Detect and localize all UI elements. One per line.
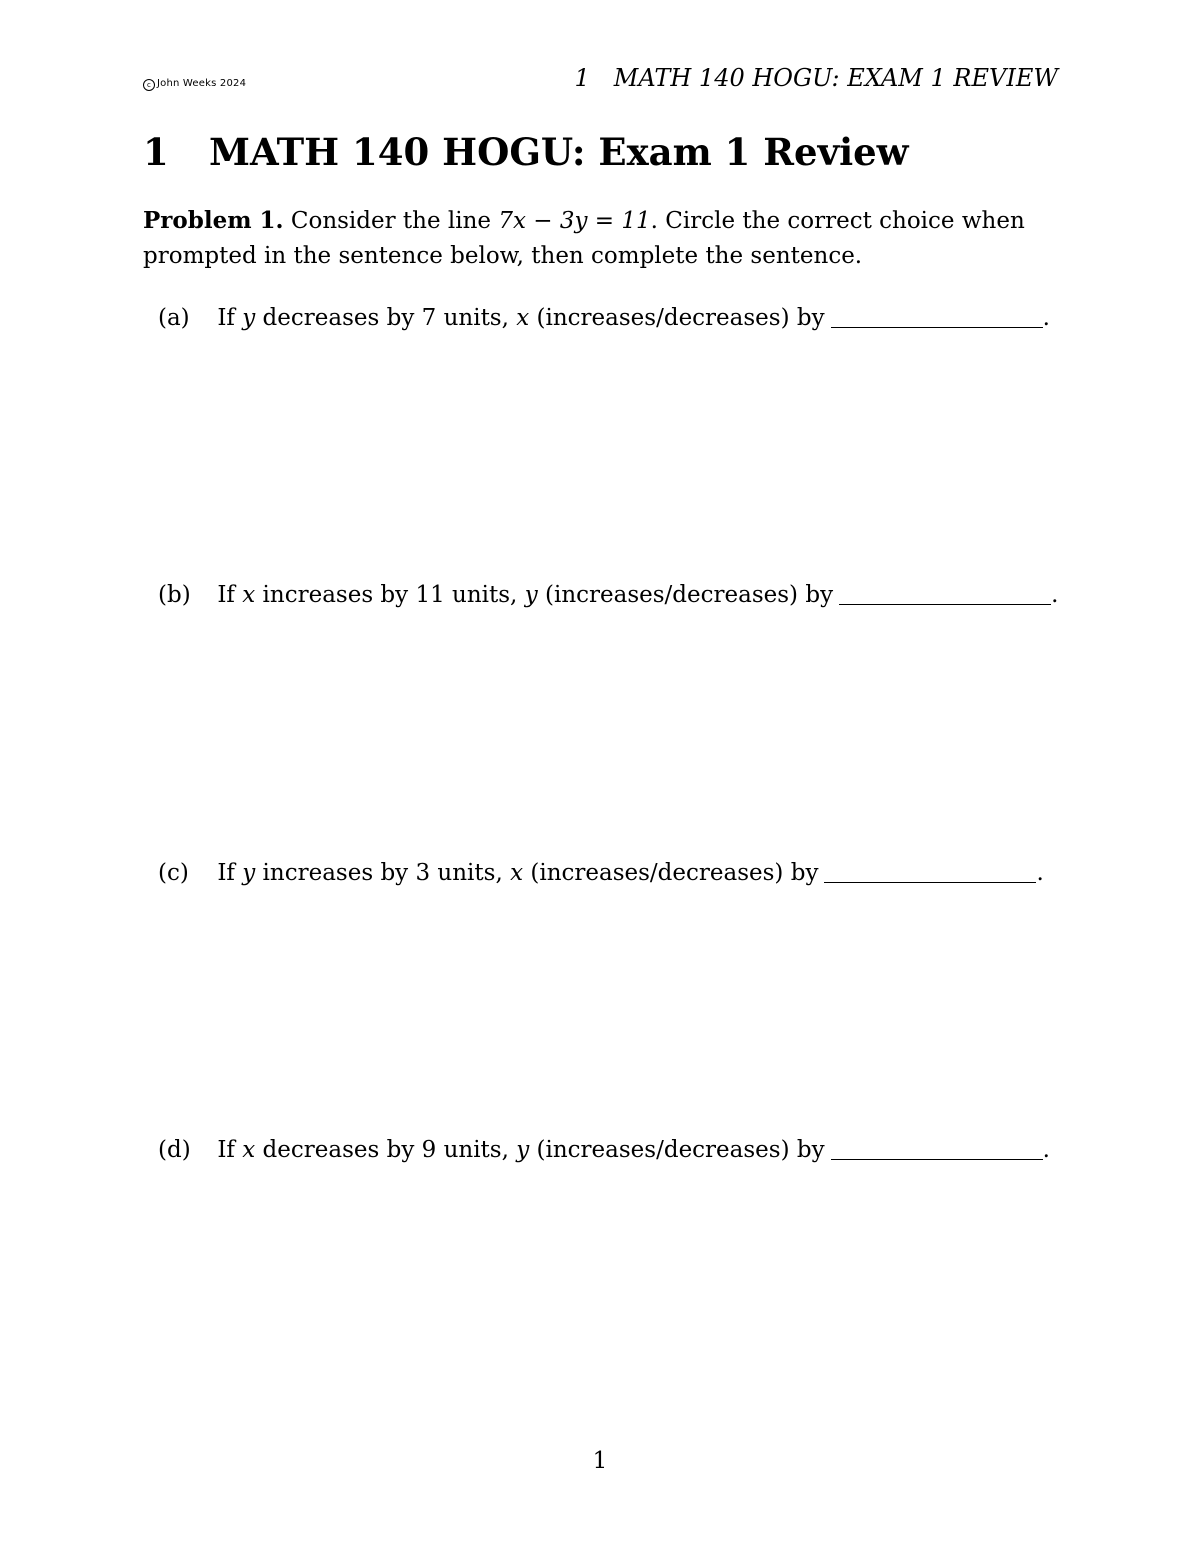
part-end: .: [1042, 1137, 1050, 1163]
problem-text-after: . Circle the correct choice when prompted in the sentence below, then complete the sentence.: [143, 208, 1025, 269]
part-if: If: [217, 1137, 235, 1163]
part-change: increases by 3 units,: [262, 860, 503, 886]
problem-part-b: [158, 582, 1058, 608]
part-choice[interactable]: (increases/decreases) by: [545, 582, 834, 608]
part-choice[interactable]: (increases/decreases) by: [530, 860, 819, 886]
problem-label: Problem 1.: [143, 207, 284, 234]
part-label: (c): [158, 860, 189, 886]
part-variable-1: y: [242, 860, 256, 886]
part-end: .: [1042, 305, 1050, 331]
part-choice[interactable]: (increases/decreases) by: [536, 1137, 825, 1163]
part-variable-2: x: [516, 305, 530, 331]
part-variable-1: y: [242, 305, 256, 331]
problem-part-d: [158, 1137, 1050, 1163]
part-if: If: [217, 582, 235, 608]
page-number: 1: [592, 1448, 608, 1474]
part-label: (b): [158, 582, 191, 608]
part-end: .: [1036, 860, 1044, 886]
part-choice[interactable]: (increases/decreases) by: [536, 305, 825, 331]
copyright-icon: c: [143, 79, 155, 91]
answer-blank[interactable]: [824, 881, 1036, 883]
part-variable-2: y: [524, 582, 538, 608]
part-end: .: [1051, 582, 1059, 608]
part-variable-1: x: [242, 1137, 256, 1163]
problem-part-a: [158, 305, 1050, 331]
part-change: increases by 11 units,: [262, 582, 518, 608]
answer-blank[interactable]: [839, 603, 1051, 605]
part-variable-1: x: [242, 582, 256, 608]
answer-blank[interactable]: [831, 326, 1043, 328]
part-if: If: [217, 305, 235, 331]
part-variable-2: y: [516, 1137, 530, 1163]
problem-text-before: Consider the line: [283, 208, 499, 234]
problem-part-c: [158, 860, 1044, 886]
running-header-number: 1: [574, 64, 590, 92]
section-heading: [143, 130, 909, 174]
part-variable-2: x: [510, 860, 524, 886]
part-change: decreases by 7 units,: [262, 305, 509, 331]
running-header: [574, 64, 1058, 92]
problem-equation: 7x − 3y = 11: [498, 208, 651, 234]
section-number: 1: [143, 130, 169, 174]
copyright-notice: [143, 78, 246, 91]
part-change: decreases by 9 units,: [262, 1137, 509, 1163]
copyright-text: John Weeks 2024: [157, 78, 247, 89]
section-title: MATH 140 HOGU: Exam 1 Review: [209, 130, 909, 174]
running-header-title: MATH 140 HOGU: EXAM 1 REVIEW: [613, 64, 1058, 92]
part-if: If: [217, 860, 235, 886]
part-label: (a): [158, 305, 190, 331]
problem-statement: [143, 203, 1063, 274]
answer-blank[interactable]: [831, 1158, 1043, 1160]
part-label: (d): [158, 1137, 191, 1163]
